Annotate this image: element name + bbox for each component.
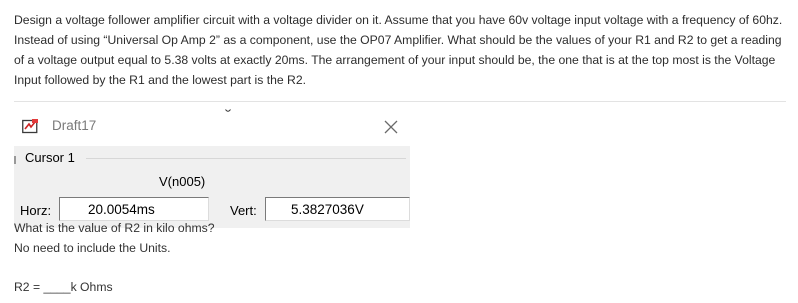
resize-mark (225, 109, 231, 113)
group-box-line (86, 158, 406, 159)
r2-question: What is the value of R2 in kilo ohms? (14, 221, 215, 235)
vert-label: Vert: (230, 203, 257, 218)
ltspice-schematic-icon (22, 119, 39, 134)
horz-value-field[interactable]: 20.0054ms (59, 197, 209, 221)
question-text: Design a voltage follower amplifier circuit with a voltage divider on it. Assume that you have 60v voltage input voltage with a frequency of 60hz. Instead of using “Universal Op Amp 2” as a component, use the OP07 Amplifier. What should be the values of your R1 and R2 to get a reading of a voltage output equal to 5.38 volts at exactly 20ms. The arrangement of your input should be, the one that is at the top most is the Voltage Input followed by the R1 and the lowest part is the R2. (14, 13, 783, 87)
units-note: No need to include the Units. (14, 241, 171, 255)
trace-name: V(n005) (159, 174, 206, 189)
window-titlebar (14, 108, 410, 146)
horz-label: Horz: (20, 203, 52, 218)
panel-edge-mark (14, 156, 16, 164)
ltspice-cursor-window (14, 108, 410, 228)
close-icon[interactable] (383, 119, 399, 135)
vert-value-field[interactable]: 5.3827036V (265, 197, 410, 221)
window-title: Draft17 (52, 118, 97, 133)
answer-blank: R2 = ____k Ohms (14, 280, 113, 294)
cursor-group-label: Cursor 1 (25, 150, 78, 165)
cursor-panel (14, 146, 410, 228)
divider (14, 101, 786, 102)
